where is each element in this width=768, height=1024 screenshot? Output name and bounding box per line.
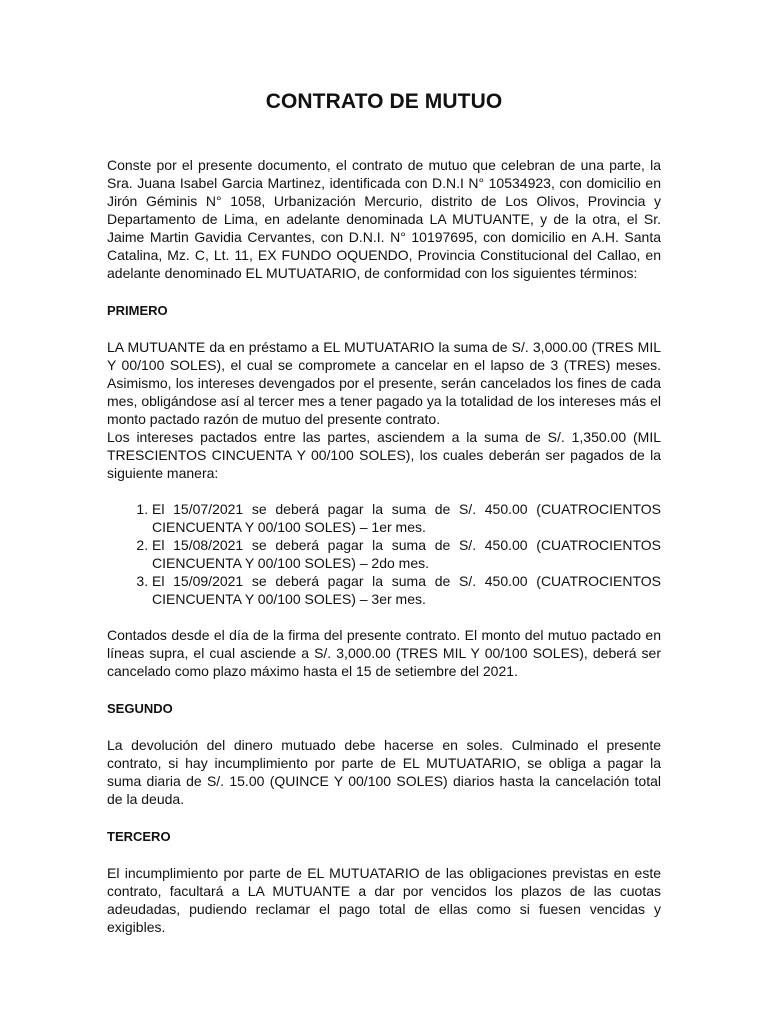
section-tercero <box>107 828 661 936</box>
section-segundo <box>107 700 661 808</box>
intro-paragraph: Conste por el presente documento, el contrato de mutuo que celebran de una parte, la Sra. Juana Isabel Garcia Martinez, identificada con D.N.I N° 10534923, con domicilio en Jirón Géminis N° 1058, Urbanización Mercurio, distrito de Los Olivos, Provincia y Departamento de Lima, en adelante denominada LA MUTUANTE, y de la otra, el Sr. Jaime Martin Gavidia Cervantes, con D.N.I. N° 10197695, con domicilio en A.H. Santa Catalina, Mz. C, Lt. 11, EX FUNDO OQUENDO, Provincia Constitucional del Callao, en adelante denominado EL MUTUATARIO, de conformidad con los siguientes términos: <box>107 157 661 281</box>
section-paragraph: El incumplimiento por parte de EL MUTUATARIO de las obligaciones previstas en este contrato, facultará a LA MUTUANTE a dar por vencidos los plazos de las cuotas adeudadas, pudiendo reclamar el pago total de ellas como si fuesen vencidas y exigibles. <box>107 865 661 935</box>
section-heading: TERCERO <box>107 829 171 844</box>
list-item: 1. El 15/07/2021 se deberá pagar la suma de S/. 450.00 (CUATROCIENTOS CIENCUENTA Y 00/100 SOLES) – 1er mes. <box>152 500 661 536</box>
section-paragraph: LA MUTUANTE da en préstamo a EL MUTUATARIO la suma de S/. 3,000.00 (TRES MIL Y 00/100 SOLES), el cual se compromete a cancelar en el lapso de 3 (TRES) meses. Asimismo, los intereses devengados por el presente, serán cancelados los fines de cada mes, obligándose así al tercer mes a tener pagado ya la totalidad de los intereses más el monto pactado razón de mutuo del presente contrato. <box>107 339 661 427</box>
section-heading: PRIMERO <box>107 303 168 318</box>
section-paragraph: Contados desde el día de la firma del presente contrato. El monto del mutuo pactado en líneas supra, el cual asciende a S/. 3,000.00 (TRES MIL Y 00/100 SOLES), deberá ser cancelado como plazo máximo hasta el 15 de setiembre del 2021. <box>107 627 661 679</box>
payment-schedule-list <box>107 500 661 608</box>
section-paragraph: La devolución del dinero mutuado debe hacerse en soles. Culminado el presente contrato, si hay incumplimiento por parte de EL MUTUATARIO, se obliga a pagar la suma diaria de S/. 15.00 (QUINCE Y 00/100 SOLES) diarios hasta la cancelación total de la deuda. <box>107 737 661 807</box>
section-paragraph: Los intereses pactados entre las partes, asciendem a la suma de S/. 1,350.00 (MIL TRESCIENTOS CINCUENTA Y 00/100 SOLES), los cuales deberán ser pagados de la siguiente manera: <box>107 429 661 481</box>
section-heading: SEGUNDO <box>107 701 173 716</box>
list-item: 2. El 15/08/2021 se deberá pagar la suma de S/. 450.00 (CUATROCIENTOS CIENCUENTA Y 00/100 SOLES) – 2do mes. <box>152 536 661 572</box>
list-item: 3. El 15/09/2021 se deberá pagar la suma de S/. 450.00 (CUATROCIENTOS CIENCUENTA Y 00/100 SOLES) – 3er mes. <box>152 572 661 608</box>
document-title: CONTRATO DE MUTUO <box>265 90 503 113</box>
section-primero <box>107 302 661 680</box>
